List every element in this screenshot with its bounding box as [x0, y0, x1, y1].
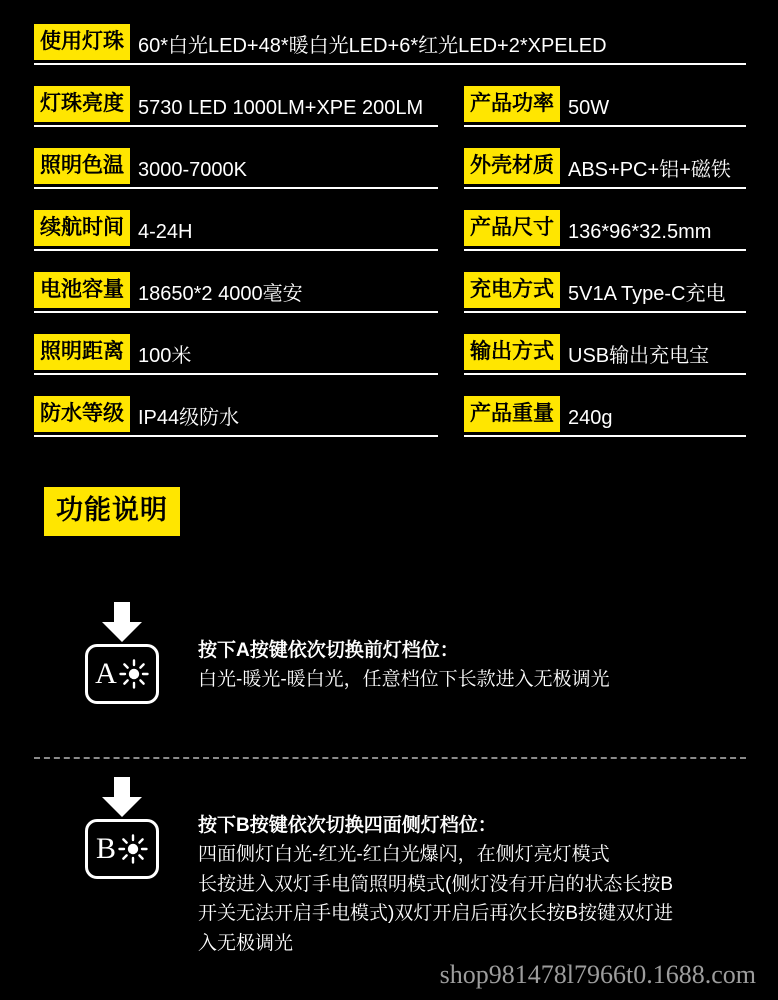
spec-cell-weight: [464, 396, 746, 437]
spec-cell-battery: [34, 272, 438, 313]
spec-label: 外壳材质: [464, 148, 560, 184]
arrow-down-icon: [99, 775, 145, 819]
spec-value: 50W: [568, 97, 610, 119]
spec-cell-waterproof: [34, 396, 438, 437]
table-row: [34, 210, 746, 251]
spec-label: 输出方式: [464, 334, 560, 370]
feature-title: 按下A按键依次切换前灯档位：: [198, 640, 459, 661]
feature-text-a: [182, 600, 610, 695]
section-heading-function-description: 功能说明: [44, 487, 180, 536]
spec-label: 电池容量: [34, 272, 130, 308]
button-b-illustration: [85, 819, 159, 879]
spec-label: 续航时间: [34, 210, 130, 246]
spec-label: 产品尺寸: [464, 210, 560, 246]
arrow-down-icon: [99, 600, 145, 644]
spec-label: 防水等级: [34, 396, 130, 432]
spec-value: 4-24H: [138, 221, 193, 243]
spec-value: 240g: [568, 407, 613, 429]
spec-value: 136*96*32.5mm: [568, 221, 712, 243]
table-row: [34, 334, 746, 375]
key-letter-b: B: [95, 832, 116, 865]
feature-line: 入无极调光: [198, 932, 294, 954]
table-row: [34, 148, 746, 189]
spec-label: 充电方式: [464, 272, 560, 308]
table-row: [34, 396, 746, 437]
spec-cell-power: [464, 86, 746, 127]
feature-title: 按下B按键依次切换四面侧灯档位：: [198, 815, 497, 836]
spec-value: ABS+PC+铝+磁铁: [568, 159, 731, 181]
table-row: [34, 272, 746, 313]
spec-value: 100米: [138, 345, 192, 367]
feature-block-a: [62, 600, 610, 704]
feature-icon-group-a: [62, 600, 182, 704]
spec-label: 照明色温: [34, 148, 130, 184]
table-row: [34, 86, 746, 127]
spec-label: 使用灯珠: [34, 24, 130, 60]
spec-value: 5730 LED 1000LM+XPE 200LM: [138, 97, 424, 119]
feature-text-b: [182, 775, 673, 958]
feature-line: 开关无法开启手电模式)双灯开启后再次长按B按键双灯进: [198, 903, 674, 925]
feature-icon-group-b: [62, 775, 182, 879]
feature-line: 四面侧灯白光-红光-红白光爆闪，在侧灯亮灯模式: [198, 844, 610, 866]
spec-cell-distance: [34, 334, 438, 375]
section-divider: [34, 757, 746, 759]
spec-table: [34, 24, 746, 458]
feature-block-b: [62, 775, 673, 958]
spec-value: 18650*2 4000毫安: [138, 283, 303, 305]
sun-icon: [118, 834, 148, 864]
feature-line: 长按进入双灯手电筒照明模式(侧灯没有开启的状态长按B: [198, 873, 674, 895]
spec-cell-shell-material: [464, 148, 746, 189]
spec-value: 60*白光LED+48*暖白光LED+6*红光LED+2*XPELED: [138, 35, 607, 57]
sun-icon: [119, 659, 149, 689]
spec-value: 5V1A Type-C充电: [568, 283, 726, 305]
spec-value: IP44级防水: [138, 407, 240, 429]
spec-cell-lamp-beads: [34, 24, 746, 65]
spec-cell-dimensions: [464, 210, 746, 251]
spec-value: USB输出充电宝: [568, 345, 710, 367]
key-letter-a: A: [95, 657, 117, 690]
spec-cell-runtime: [34, 210, 438, 251]
spec-value: 3000-7000K: [138, 159, 247, 181]
spec-cell-output: [464, 334, 746, 375]
watermark-shop-url: shop981478l7966t0.1688.com: [439, 960, 756, 989]
spec-cell-charging: [464, 272, 746, 313]
feature-line: 白光-暖光-暖白光，任意档位下长款进入无极调光: [198, 669, 610, 691]
spec-cell-brightness: [34, 86, 438, 127]
spec-label: 产品功率: [464, 86, 560, 122]
spec-label: 照明距离: [34, 334, 130, 370]
spec-cell-color-temp: [34, 148, 438, 189]
button-a-illustration: [85, 644, 159, 704]
spec-label: 产品重量: [464, 396, 560, 432]
spec-label: 灯珠亮度: [34, 86, 130, 122]
table-row: [34, 24, 746, 65]
